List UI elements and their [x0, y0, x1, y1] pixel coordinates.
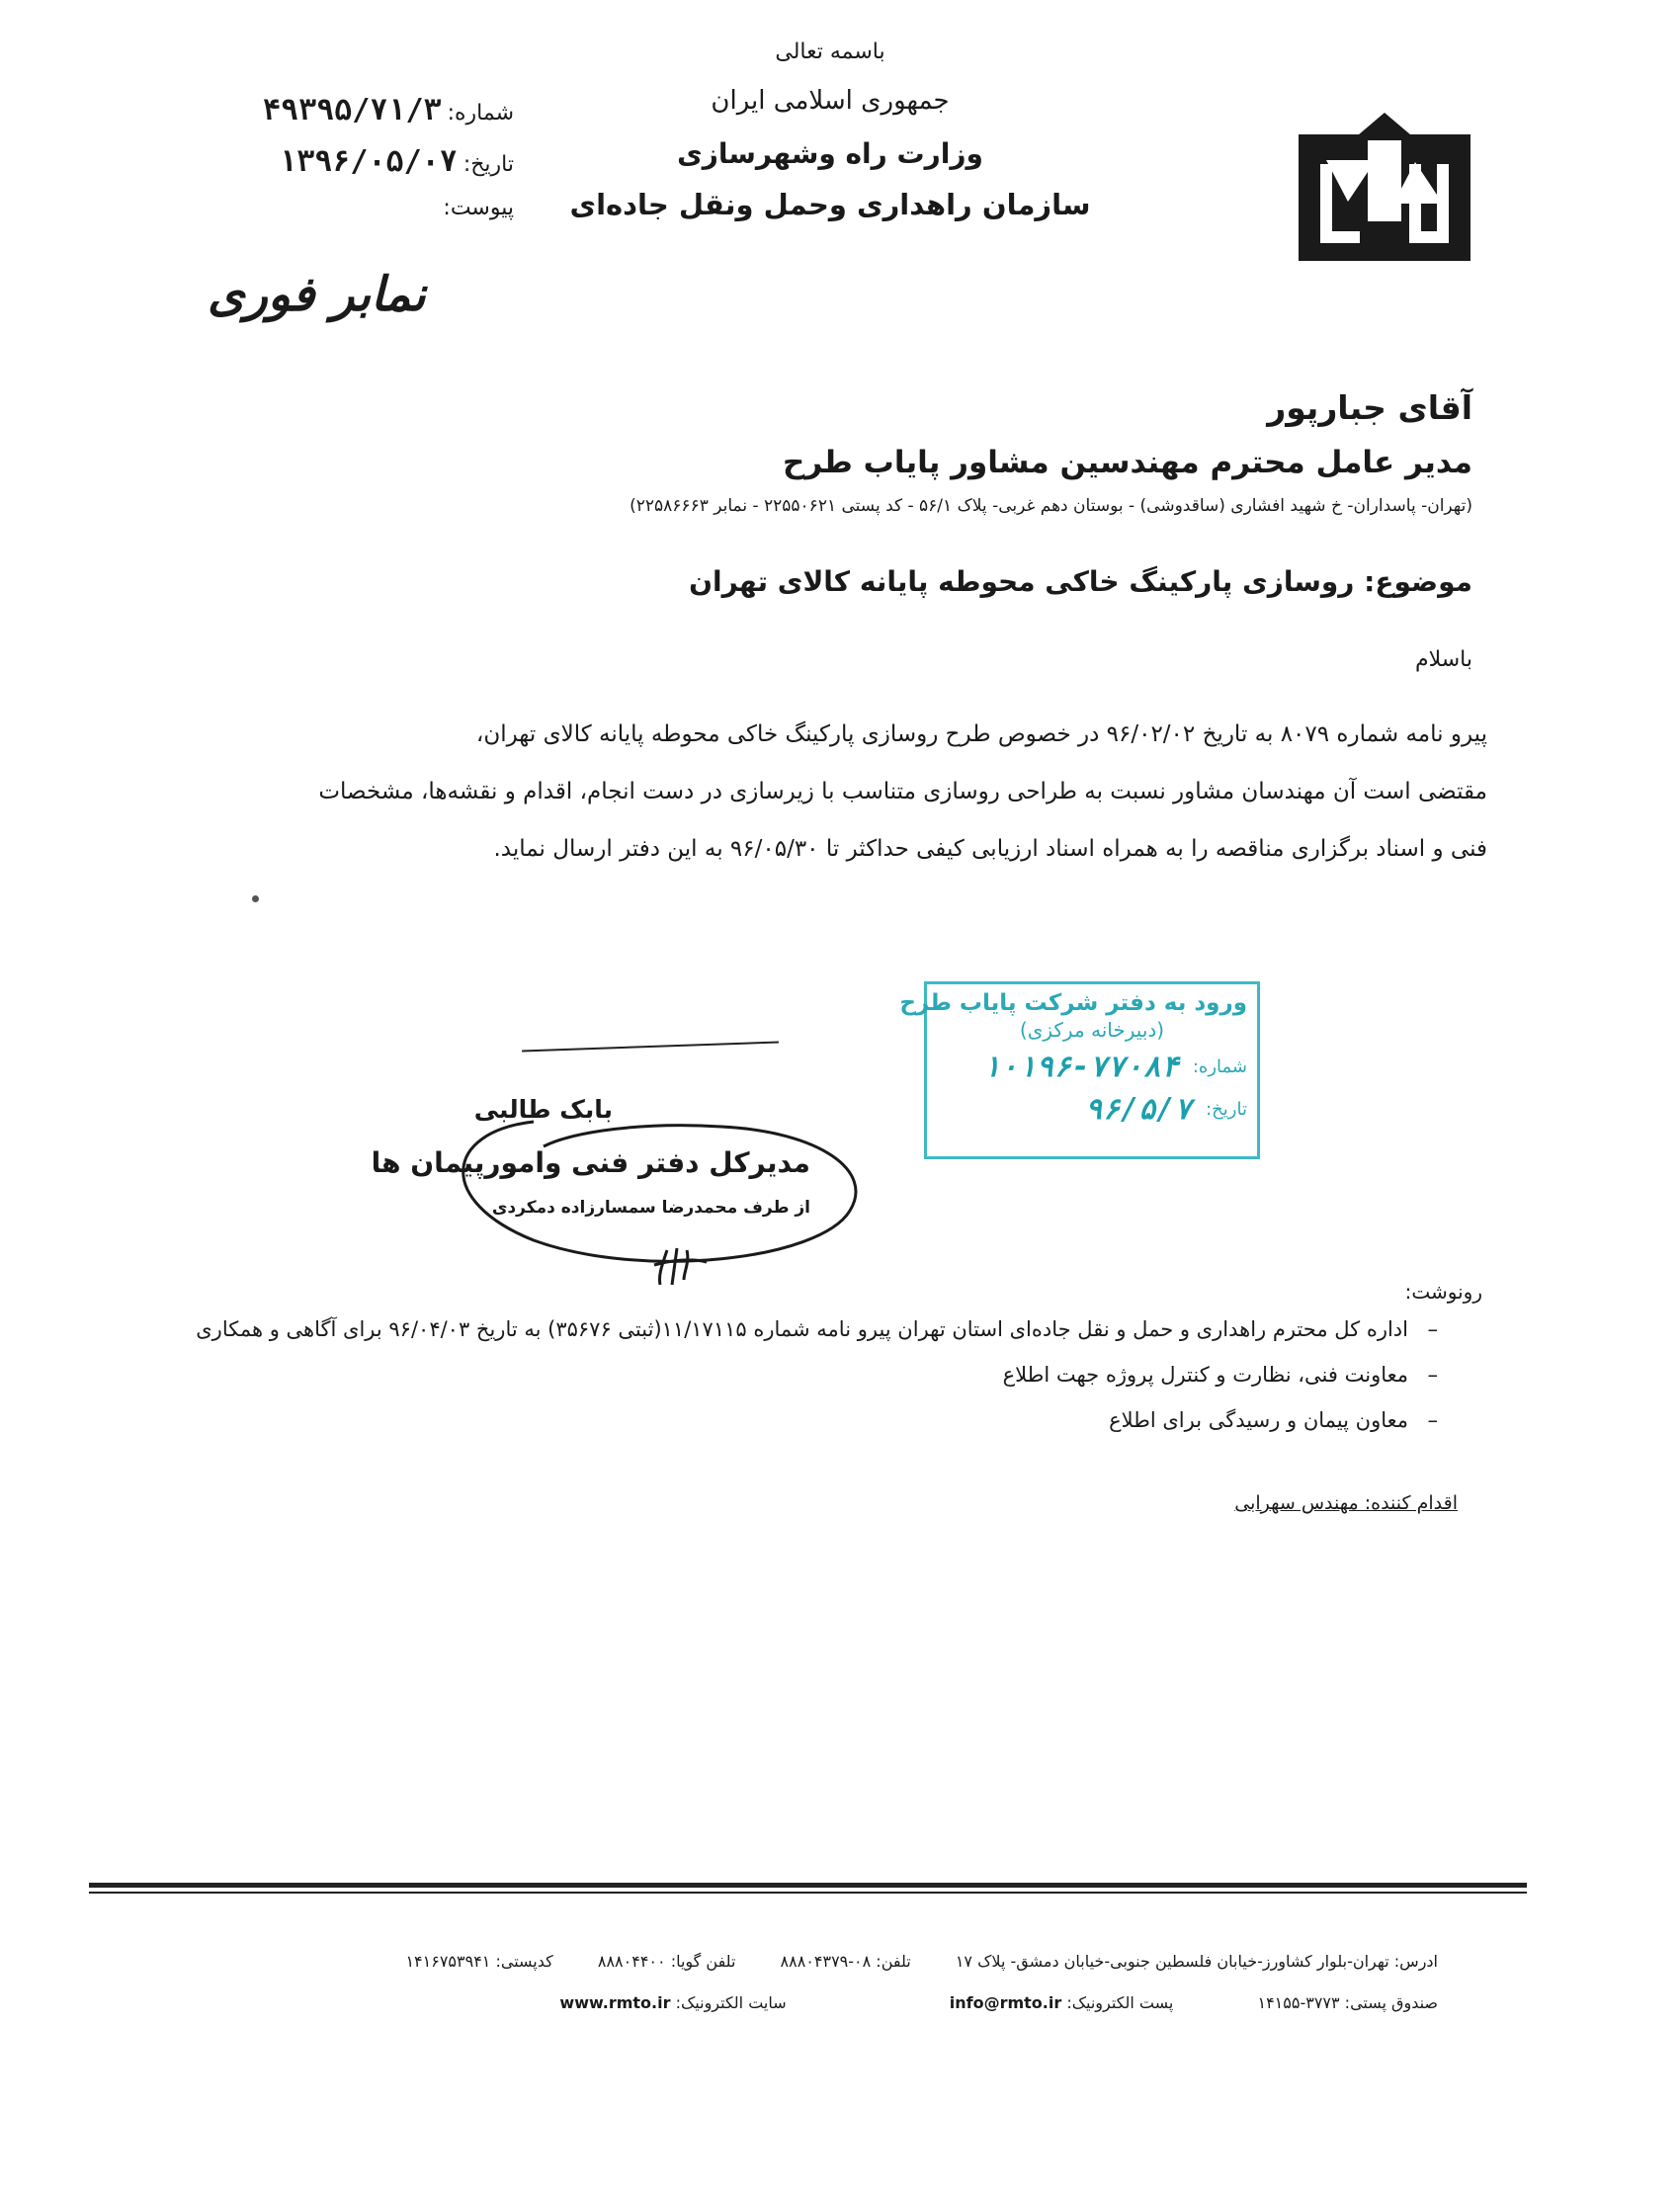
stamp-subtitle: (دبیرخانه مرکزی) — [1019, 1018, 1165, 1042]
organization-name: سازمان راهداری وحمل ونقل جاده‌ای — [569, 188, 1091, 221]
invocation-text: باسمه تعالی — [775, 40, 885, 64]
body-line: پیرو نامه شماره ۸۰۷۹ به تاریخ ۹۶/۰۲/۰۲ در خصوص طرح روسازی پارکینگ خاکی محوطه پایانه کالای تهران، — [475, 721, 1487, 747]
letter-date-label: تاریخ: — [462, 152, 514, 177]
signer-title: مدیرکل دفتر فنی وامورپیمان ها — [371, 1146, 810, 1179]
cc-item: – اداره کل محترم راهداری و حمل و نقل جاده‌ای استان تهران پیرو نامه شماره ۱۱/۱۷۱۱۵(ثبتی ۳۵۶۷۶) به تاریخ ۹۶/۰۴/۰۳ برای آگاهی و همکاری — [183, 1309, 1438, 1349]
body-line: مقتضی است آن مهندسان مشاور نسبت به طراحی روسازی متناسب با زیرسازی در دست انجام، اقدام و نقشه‌ها، مشخصات — [318, 779, 1487, 804]
signer-name: بابک طالبی — [473, 1095, 613, 1124]
letter-subject: موضوع: روسازی پارکینگ خاکی محوطه پایانه کالای تهران — [689, 565, 1472, 598]
letter-date-value: ۱۳۹۶/۰۵/۰۷ — [279, 144, 458, 179]
signer-on-behalf: از طرف محمدرضا سمسارزاده دمکردی — [491, 1198, 810, 1218]
urgent-fax-note: نمابر فوری — [208, 267, 426, 322]
stamp-number-label: شماره: — [1192, 1056, 1247, 1077]
republic-name: جمهوری اسلامی ایران — [711, 86, 950, 116]
cc-list — [183, 1309, 1438, 1446]
stamp-title: ورود به دفتر شرکت پایاب طرح — [899, 990, 1247, 1016]
footer-phone: تلفن: ۰۸-۸۸۸۰۴۳۷۹ — [780, 1952, 911, 1971]
letter-body — [198, 706, 1487, 878]
stamp-number-row — [937, 1050, 1247, 1084]
footer-web-line — [124, 1993, 1438, 2012]
addressee-title: مدیر عامل محترم مهندسین مشاور پایاب طرح — [783, 445, 1472, 480]
stamp-date-value: ۹۶/۵/۷ — [1084, 1092, 1193, 1127]
stamp-date-label: تاریخ: — [1206, 1099, 1247, 1120]
letterhead — [553, 30, 1107, 221]
footer-email-link[interactable]: info@rmto.ir — [949, 1993, 1062, 2012]
letter-number-value: ۴۹۳۹۵/۷۱/۳ — [262, 93, 442, 127]
cc-item: – معاونت فنی، نظارت و کنترل پروژه جهت اطلاع — [183, 1355, 1438, 1394]
letter-number-label: شماره: — [447, 101, 514, 126]
addressee-address: (تهران- پاسداران- خ شهید افشاری (ساقدوشی) - بوستان دهم غربی- پلاک ۵۶/۱ - کد پستی ۲۲۵۵۰۶۲۱ - نمابر ۲۲۵۸۶۶۶۳) — [630, 496, 1472, 516]
footer-email-label: پست الکترونیک: — [1066, 1993, 1174, 2012]
letter-number-row — [237, 93, 514, 144]
attachment-row — [237, 196, 514, 247]
body-line: فنی و اسناد برگزاری مناقصه را به همراه اسناد ارزیابی کیفی حداکثر تا ۹۶/۰۵/۳۰ به این دفتر ارسال نماید. — [493, 836, 1487, 862]
footer-divider — [89, 1892, 1527, 1894]
footer-address: ادرس: تهران-بلوار کشاورز-خیابان فلسطین جنوبی-خیابان دمشق- پلاک ۱۷ — [955, 1952, 1438, 1971]
footer-website-label: سایت الکترونیک: — [675, 1993, 787, 2012]
stamp-date-row — [937, 1092, 1247, 1127]
ministry-name: وزارت راه وشهرسازی — [677, 137, 983, 170]
addressee-name: آقای جبارپور — [1267, 388, 1472, 427]
footer-po-box: صندوق پستی: ۳۷۷۳-۱۴۱۵۵ — [1257, 1993, 1438, 2012]
signature-line — [522, 1041, 779, 1052]
footer-talking-phone: تلفن گویا: ۸۸۸۰۴۴۰۰ — [597, 1952, 736, 1971]
footer-divider — [89, 1883, 1527, 1888]
footer-website-link[interactable]: www.rmto.ir — [559, 1993, 671, 2012]
letter-meta — [237, 93, 514, 247]
stamp-number-value: ۱۰۱۹۶-۷۷۰۸۴ — [982, 1050, 1179, 1084]
cc-item: – معاون پیمان و رسیدگی برای اطلاع — [183, 1400, 1438, 1440]
rmto-logo-icon — [1291, 105, 1478, 268]
greeting: باسلام — [1414, 647, 1472, 672]
footer-postal-code: کدپستی: ۱۴۱۶۷۵۳۹۴۱ — [405, 1952, 553, 1971]
punch-hole-mark — [252, 895, 259, 902]
letter-date-row — [237, 144, 514, 196]
attachment-label: پیوست: — [443, 196, 514, 220]
received-stamp — [899, 981, 1260, 1159]
cc-label: رونوشت: — [1404, 1280, 1482, 1304]
footer-contact-line — [124, 1952, 1438, 1971]
action-by: اقدام کننده: مهندس سهرابی — [1234, 1492, 1458, 1514]
